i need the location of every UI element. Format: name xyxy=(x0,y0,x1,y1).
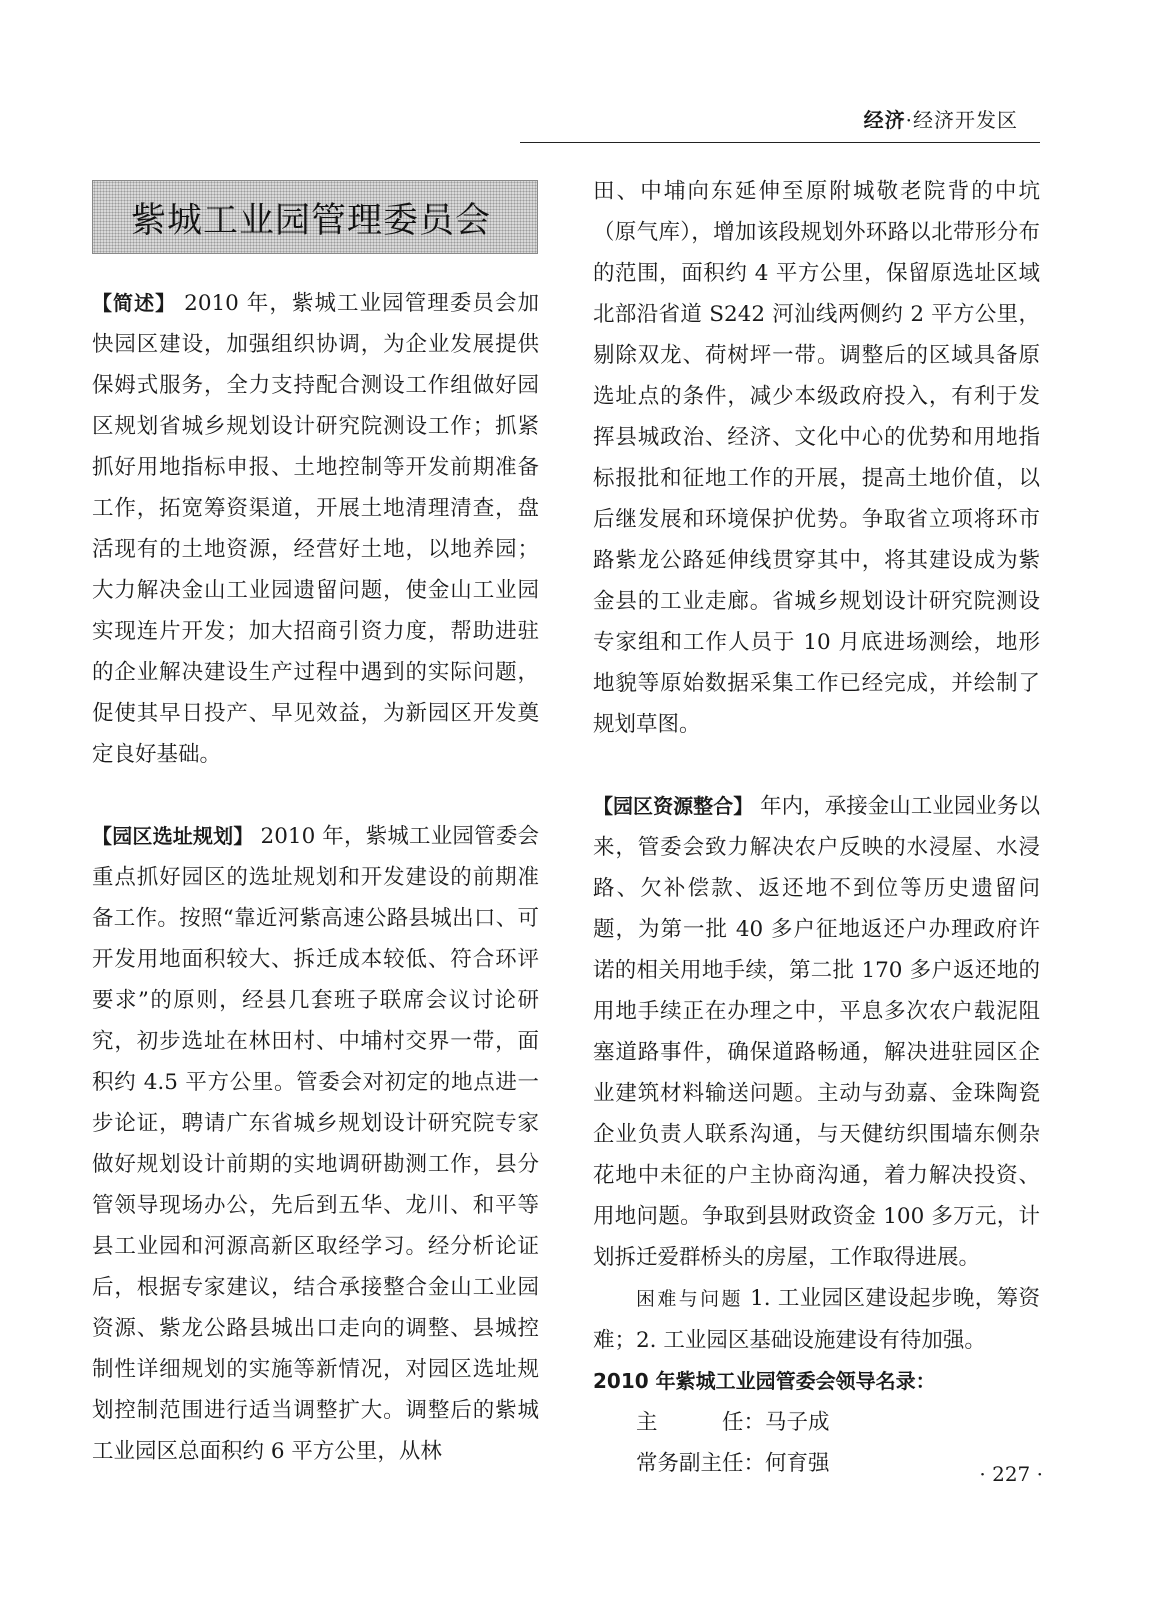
problems-text: 1. 工业园区建设起步晚，筹资难；2. 工业园区基础设施建设有待加强。 xyxy=(593,1286,1040,1353)
leader-row xyxy=(593,1402,1040,1443)
site-planning-paragraph xyxy=(92,816,539,1472)
overview-paragraph xyxy=(92,283,539,775)
leader-row xyxy=(593,1443,1040,1484)
running-header xyxy=(520,96,1040,143)
article-title-box xyxy=(92,180,538,254)
header-section: 经济开发区 xyxy=(913,108,1018,132)
resource-integration-paragraph xyxy=(593,786,1040,1278)
leader-name: 何育强 xyxy=(765,1451,830,1476)
left-column xyxy=(92,283,539,1472)
right-column xyxy=(593,171,1040,1484)
overview-label: 【简述】 xyxy=(92,291,177,315)
overview-text: 2010 年，紫城工业园管理委员会加快园区建设，加强组织协调，为企业发展提供保姆式服务，全力支持配合测设工作组做好园区规划省城乡规划设计研究院测设工作；抓紧抓好用地指标申报、土地控制等开发前期准备工作，拓宽筹资渠道，开展土地清理清查，盘活现有的土地资源，经营好土地，以地养园；大力解决金山工业园遗留问题，使金山工业园实现连片开发；加大招商引资力度，帮助进驻的企业解决建设生产过程中遇到的实际问题，促使其早日投产、早见效益，为新园区开发奠定良好基础。 xyxy=(92,291,539,767)
problems-label: 困难与问题 xyxy=(636,1288,743,1310)
problems-paragraph xyxy=(593,1278,1040,1361)
page-number: · 227 · xyxy=(979,1462,1043,1486)
header-separator: · xyxy=(905,108,913,132)
resource-integration-label: 【园区资源整合】 xyxy=(593,794,754,818)
header-category: 经济 xyxy=(863,108,906,132)
leader-role: 主 任： xyxy=(636,1410,766,1435)
leaders-heading: 2010 年紫城工业园管委会领导名录： xyxy=(593,1369,936,1393)
site-planning-text: 2010 年，紫城工业园管委会重点抓好园区的选址规划和开发建设的前期准备工作。按照“靠近河紫高速公路县城出口、可开发用地面积较大、拆迁成本较低、符合环评要求”的原则，经县几套班子联席会议讨论研究，初步选址在林田村、中埔村交界一带，面积约 4.5 平方公里。管委会对初定的地点进一步论证，聘请广东省城乡规划设计研究院专家做好规划设计前期的实地调研勘测工作，县分管领导现场办公，先后到五华、龙川、和平等县工业园和河源高新区取经学习。经分析论证后，根据专家建议，结合承接整合金山工业园资源、紫龙公路县城出口走向的调整、县城控制性详细规划的实施等新情况，对园区选址规划控制范围进行适当调整扩大。调整后的紫城工业园区总面积约 6 平方公里，从林 xyxy=(92,824,540,1464)
site-planning-continued: 田、中埔向东延伸至原附城敬老院背的中坑（原气库），增加该段规划外环路以北带形分布的范围，面积约 4 平方公里，保留原选址区域北部沿省道 S242 河汕线两侧约 2 平方公里，剔除双龙、荷树坪一带。调整后的区域具备原选址点的条件，减少本级政府投入，有利于发挥县城政治、经济、文化中心的优势和用地指标报批和征地工作的开展，提高土地价值，以后继发展和环境保护优势。争取省立项将环市路紫龙公路延伸线贯穿其中，将其建设成为紫金县的工业走廊。省城乡规划设计研究院测设专家组和工作人员于 10 月底进场测绘，地形地貌等原始数据采集工作已经完成，并绘制了规划草图。 xyxy=(593,179,1040,737)
resource-integration-text: 年内，承接金山工业园业务以来，管委会致力解决农户反映的水浸屋、水浸路、欠补偿款、返还地不到位等历史遗留问题，为第一批 40 多户征地返还户办理政府许诺的相关用地手续，第二批 170 多户返还地的用地手续正在办理之中，平息多次农户载泥阻塞道路事件，确保道路畅通，解决进驻园区企业建筑材料输送问题。主动与劲嘉、金珠陶瓷企业负责人联系沟通，与天健纺织围墙东侧杂花地中未征的户主协商沟通，着力解决投资、用地问题。争取到县财政资金 100 多万元，计划拆迁爱群桥头的房屋，工作取得进展。 xyxy=(593,794,1040,1270)
leader-role: 常务副主任： xyxy=(636,1451,766,1476)
site-planning-label: 【园区选址规划】 xyxy=(92,824,254,848)
leader-name: 马子成 xyxy=(765,1410,830,1435)
article-title: 紫城工业园管理委员会 xyxy=(131,201,492,241)
header-text xyxy=(864,104,1018,133)
